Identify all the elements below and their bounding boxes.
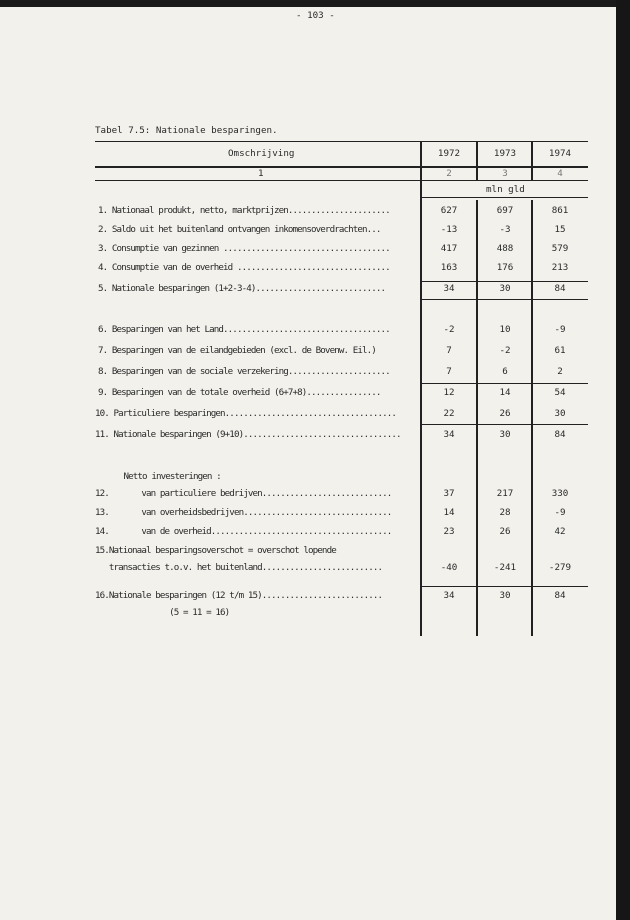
cell-1974: 15 [554, 224, 566, 235]
rule-subtotal [421, 586, 588, 587]
cell-1974: -9 [554, 507, 566, 518]
cell-1973: -3 [499, 224, 511, 235]
row-label: 2. Saldo uit het buitenland ontvangen inkomensoverdrachten... [98, 224, 381, 235]
rule-subtotal [421, 281, 588, 282]
cell-1973: -2 [499, 345, 511, 356]
header-year-1974: 1974 [548, 148, 572, 159]
cell-1974: 330 [551, 488, 569, 499]
rule-top [95, 141, 588, 142]
cell-1972: 14 [443, 507, 455, 518]
cell-1973: 14 [499, 387, 511, 398]
row-label: 15.Nationaal besparingsoverschot = overschot lopende [95, 545, 336, 556]
rule-colnums [95, 180, 588, 181]
cell-1974: 2 [557, 366, 563, 377]
cell-1973: 30 [499, 429, 511, 440]
unit-label: mln gld [486, 184, 525, 195]
header-year-1973: 1973 [493, 148, 517, 159]
colnum-4: 4 [557, 168, 563, 179]
cell-1974: 84 [554, 283, 566, 294]
cell-1972: 627 [440, 205, 458, 216]
cell-1973: 26 [499, 526, 511, 537]
cell-1973: 30 [499, 283, 511, 294]
row-label: 8. Besparingen van de sociale verzekering...................... [98, 366, 390, 377]
cell-1972: 34 [443, 283, 455, 294]
column-divider [531, 141, 533, 181]
cell-1972: 12 [443, 387, 455, 398]
cell-1972: 163 [440, 262, 458, 273]
cell-1973: 10 [499, 324, 511, 335]
table-title: Tabel 7.5: Nationale besparingen. [95, 125, 278, 136]
cell-1972: -13 [440, 224, 458, 235]
cell-1974: 861 [551, 205, 569, 216]
row-label: (5 = 11 = 16) [95, 607, 230, 618]
cell-1973: 697 [496, 205, 514, 216]
cell-1973: 176 [496, 262, 514, 273]
column-divider [476, 141, 478, 181]
cell-1972: -2 [443, 324, 455, 335]
cell-1972: 34 [443, 429, 455, 440]
row-label: 7. Besparingen van de eilandgebieden (excl. de Bovenw. Eil.) [98, 345, 376, 356]
colnum-3: 3 [502, 168, 508, 179]
cell-1974: -279 [548, 562, 572, 573]
row-label: transacties t.o.v. het buitenland.......................... [95, 562, 383, 573]
cell-1972: 23 [443, 526, 455, 537]
row-label: 10. Particuliere besparingen..................................... [95, 408, 397, 419]
cell-1973: 26 [499, 408, 511, 419]
scan-edge-top [0, 0, 630, 7]
header-year-1972: 1972 [437, 148, 461, 159]
cell-1974: 42 [554, 526, 566, 537]
cell-1972: 7 [446, 345, 452, 356]
cell-1972: -40 [440, 562, 458, 573]
row-label: 6. Besparingen van het Land.................................... [98, 324, 390, 335]
header-desc: Omschrijving [228, 148, 295, 159]
rule-subtotal [421, 383, 588, 384]
cell-1974: 213 [551, 262, 569, 273]
row-label: 3. Consumptie van gezinnen .................................... [98, 243, 390, 254]
row-label: 9. Besparingen van de totale overheid (6+7+8)................ [98, 387, 381, 398]
row-label: 1. Nationaal produkt, netto, marktprijzen...................... [98, 205, 390, 216]
row-label: 5. Nationale besparingen (1+2-3-4)............................ [98, 283, 386, 294]
row-label: 12. van particuliere bedrijven............................ [95, 488, 392, 499]
cell-1972: 37 [443, 488, 455, 499]
cell-1973: 488 [496, 243, 514, 254]
cell-1972: 34 [443, 590, 455, 601]
cell-1972: 7 [446, 366, 452, 377]
row-label: 14. van de overheid....................................... [95, 526, 392, 537]
cell-1974: 84 [554, 429, 566, 440]
cell-1973: 28 [499, 507, 511, 518]
row-label: Netto investeringen : [105, 471, 221, 482]
cell-1973: 30 [499, 590, 511, 601]
rule-subtotal [421, 299, 588, 300]
page-number: - 103 - [296, 10, 335, 21]
cell-1974: 30 [554, 408, 566, 419]
cell-1972: 22 [443, 408, 455, 419]
cell-1973: 6 [502, 366, 508, 377]
rule-subtotal [421, 424, 588, 425]
colnum-1: 1 [258, 168, 264, 179]
row-label: 4. Consumptie van de overheid ................................. [98, 262, 390, 273]
cell-1974: 61 [554, 345, 566, 356]
cell-1973: -241 [493, 562, 517, 573]
cell-1973: 217 [496, 488, 514, 499]
colnum-2: 2 [446, 168, 452, 179]
cell-1974: 84 [554, 590, 566, 601]
scan-edge-right [616, 0, 630, 920]
cell-1974: 54 [554, 387, 566, 398]
cell-1974: 579 [551, 243, 569, 254]
row-label: 13. van overheidsbedrijven................................ [95, 507, 392, 518]
cell-1972: 417 [440, 243, 458, 254]
row-label: 16.Nationale besparingen (12 t/m 15).......................... [95, 590, 383, 601]
rule-unit [421, 197, 588, 198]
row-label: 11. Nationale besparingen (9+10).................................. [95, 429, 401, 440]
cell-1974: -9 [554, 324, 566, 335]
